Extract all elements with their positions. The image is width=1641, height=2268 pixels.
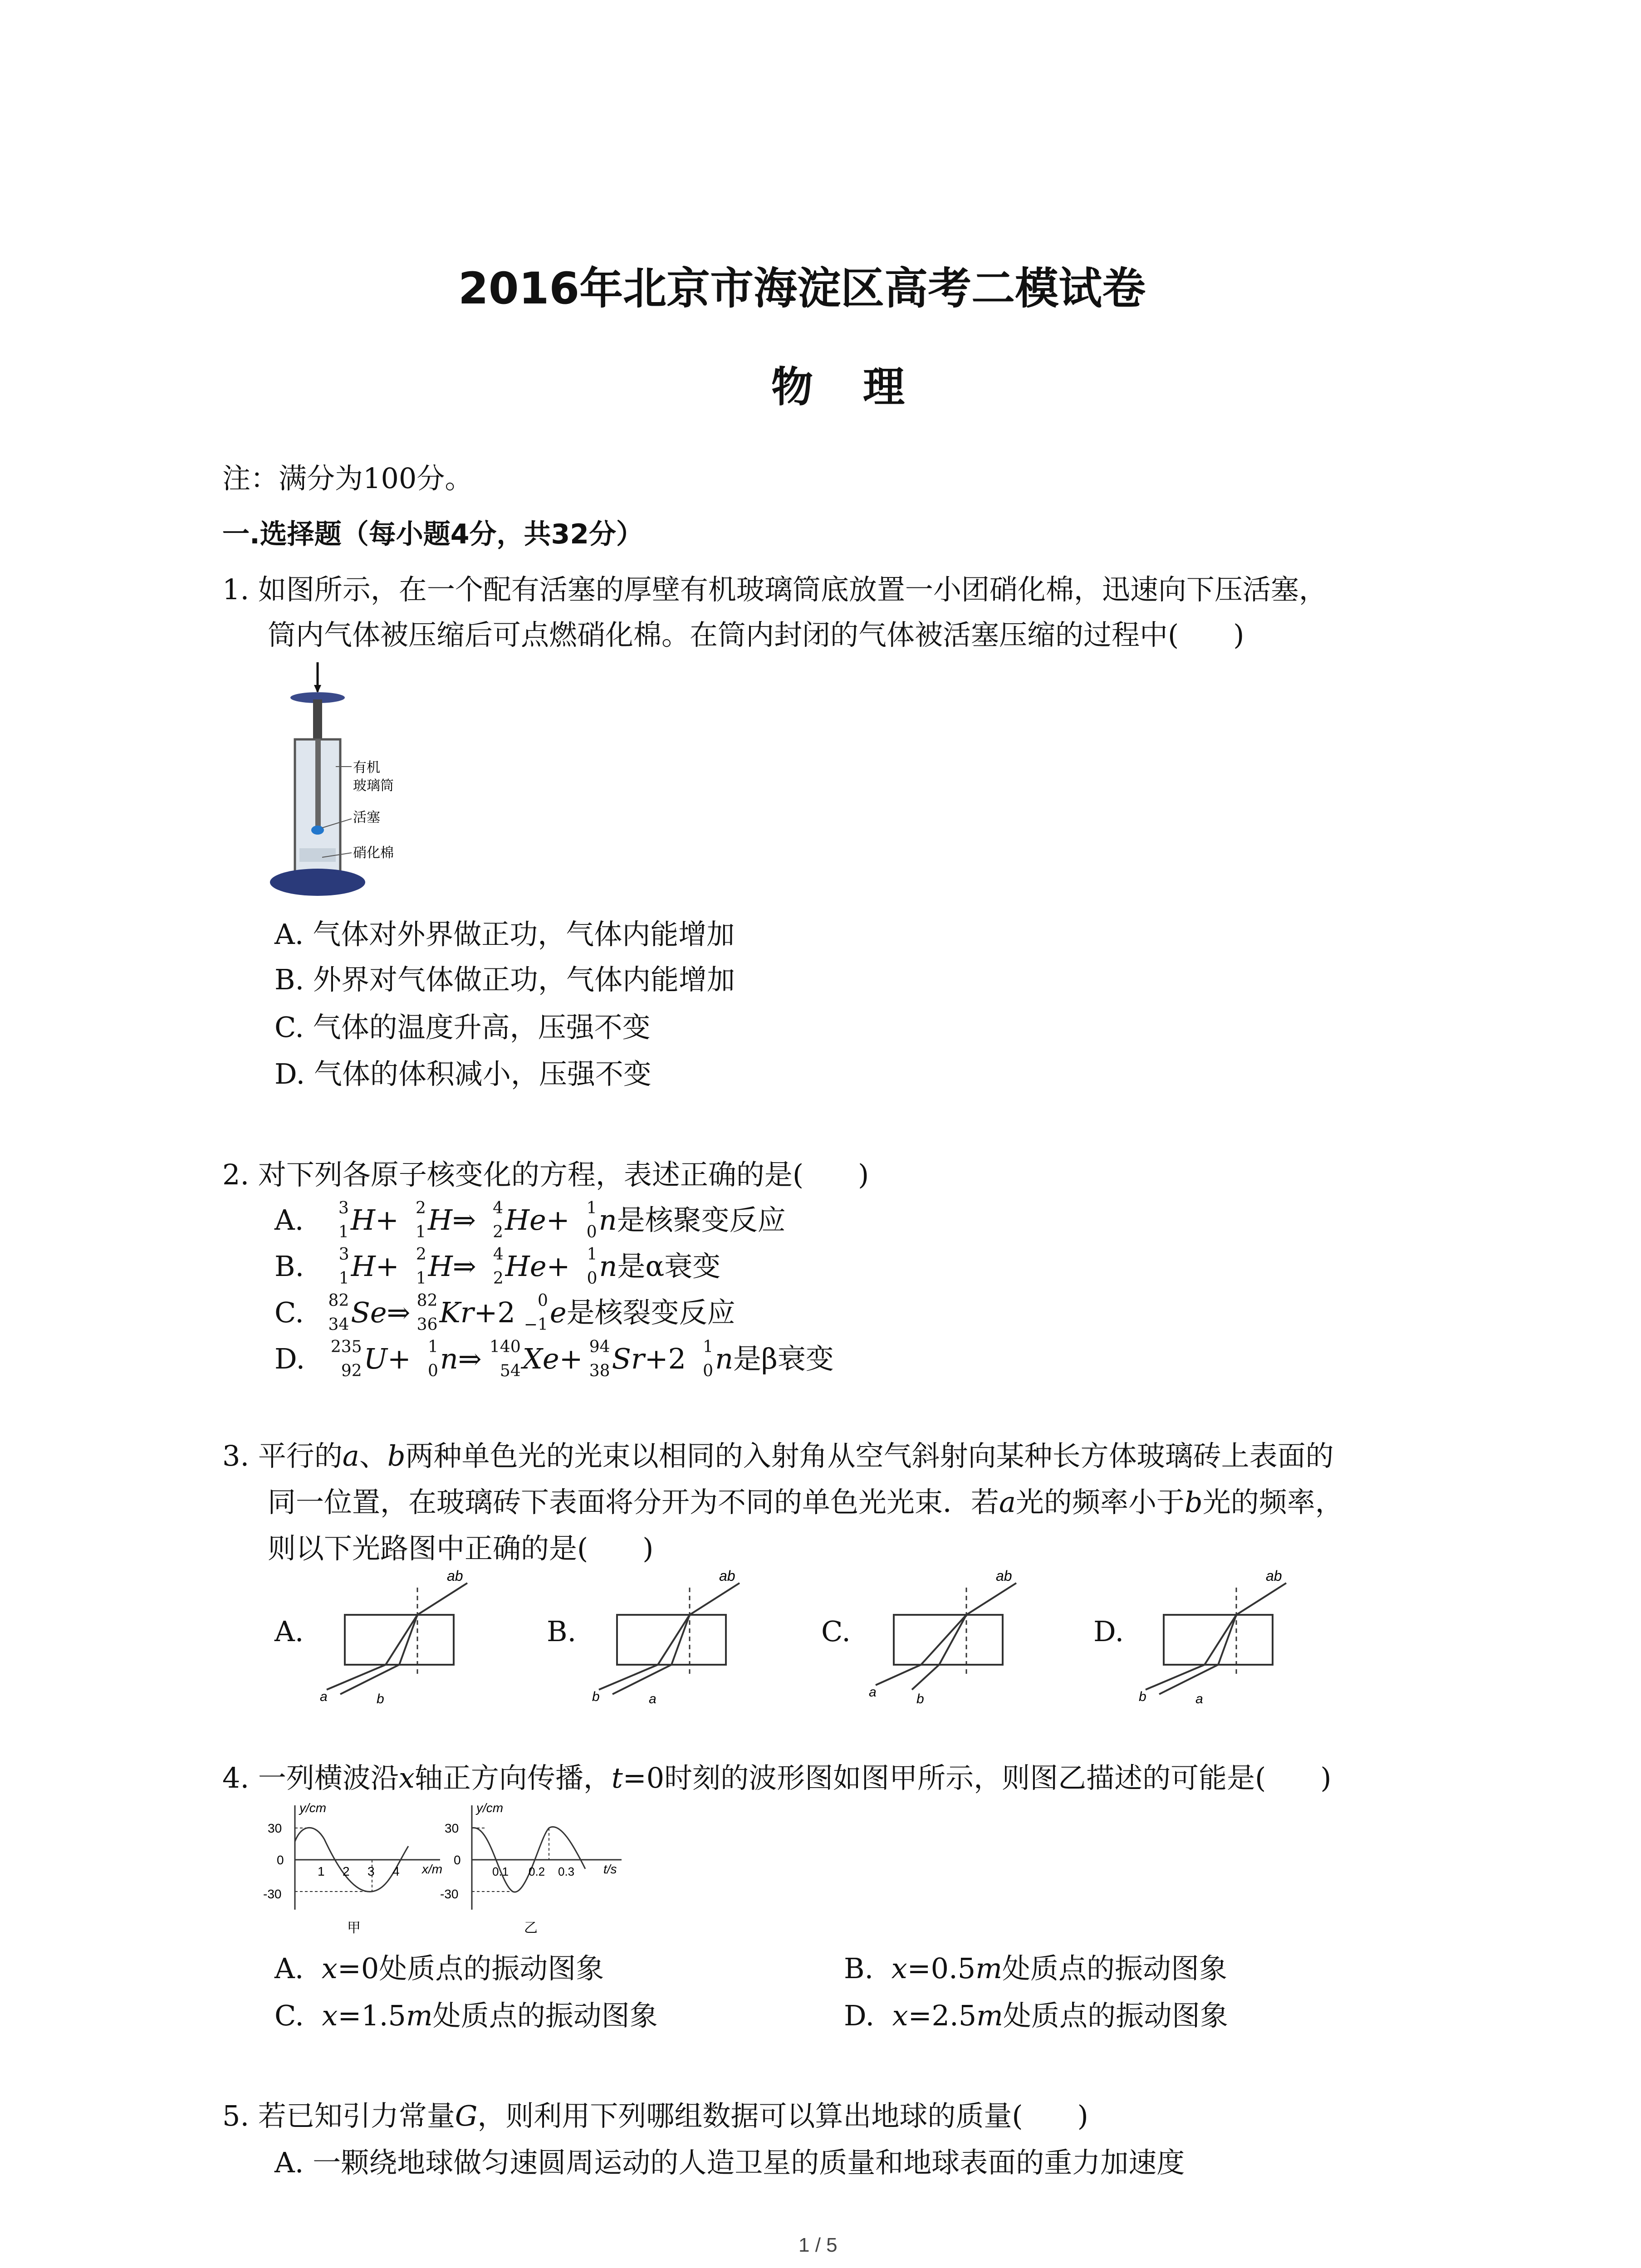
score-note: 注：满分为100分。 xyxy=(222,462,473,495)
svg-text:甲: 甲 xyxy=(347,1921,361,1936)
svg-text:y/cm: y/cm xyxy=(476,1801,504,1815)
q1-option-c[interactable]: C. 气体的温度升高，压强不变 xyxy=(274,1011,651,1044)
q2-stem: 2. 对下列各原子核变化的方程，表述正确的是( ) xyxy=(222,1158,869,1191)
section-heading: 一.选择题（每小题4分，共32分） xyxy=(222,518,644,550)
page-number: 1 / 5 xyxy=(798,2234,838,2256)
label-huosai: 活塞 xyxy=(353,810,380,825)
q4-option-b[interactable]: B. x=0.5m处质点的振动图象 xyxy=(844,1952,1228,1985)
q4-option-c[interactable]: C. x=1.5m处质点的振动图象 xyxy=(274,1999,658,2032)
svg-text:a: a xyxy=(649,1691,656,1706)
svg-text:0: 0 xyxy=(454,1853,461,1867)
q3-option-b[interactable]: B. xyxy=(547,1615,577,1648)
svg-text:1: 1 xyxy=(318,1864,325,1878)
page-title: 2016年北京市海淀区高考二模试卷 xyxy=(458,263,1146,314)
q2-option-a[interactable]: A. 3 1 H+ 2 1 H⇒ 4 2 He+ 1 0 n是核聚变反应 xyxy=(274,1199,786,1242)
label-youji: 有机 xyxy=(353,760,380,775)
svg-text:30: 30 xyxy=(445,1821,459,1835)
svg-text:-30: -30 xyxy=(440,1887,459,1901)
svg-text:ab: ab xyxy=(1266,1569,1282,1584)
q4-option-d[interactable]: D. x=2.5m处质点的振动图象 xyxy=(844,1999,1228,2032)
svg-text:b: b xyxy=(916,1691,924,1706)
q1-stem-line2: 筒内气体被压缩后可点燃硝化棉。在筒内封闭的气体被活塞压缩的过程中( ) xyxy=(268,618,1244,651)
label-boliton: 玻璃筒 xyxy=(353,778,394,793)
svg-text:0.3: 0.3 xyxy=(558,1865,575,1878)
q3-option-c[interactable]: C. xyxy=(821,1615,851,1648)
q3-figure-b xyxy=(590,1569,771,1706)
svg-text:t/s: t/s xyxy=(603,1862,617,1876)
svg-text:ab: ab xyxy=(996,1569,1012,1584)
q1-option-d[interactable]: D. 气体的体积减小，压强不变 xyxy=(274,1057,652,1090)
svg-text:-30: -30 xyxy=(263,1887,282,1901)
svg-text:乙: 乙 xyxy=(524,1921,538,1936)
q3-option-a[interactable]: A. xyxy=(274,1615,304,1648)
svg-text:b: b xyxy=(592,1689,600,1704)
svg-text:a: a xyxy=(869,1685,877,1700)
q1-option-b[interactable]: B. 外界对气体做正功，气体内能增加 xyxy=(274,963,735,996)
q3-figure-c xyxy=(867,1569,1048,1706)
q2-option-c[interactable]: C. 82 34 Se⇒ 82 36 Kr+2 0 −1 e是核裂变反应 xyxy=(274,1291,735,1334)
svg-text:3: 3 xyxy=(367,1864,375,1878)
q4-vibration-figure-yi xyxy=(436,1796,626,1941)
svg-text:4: 4 xyxy=(392,1864,400,1878)
q5-option-a[interactable]: A. 一颗绕地球做匀速圆周运动的人造卫星的质量和地球表面的重力加速度 xyxy=(274,2146,1185,2179)
svg-text:2: 2 xyxy=(343,1864,350,1878)
q3-figure-a xyxy=(318,1569,499,1706)
svg-text:30: 30 xyxy=(268,1821,282,1835)
q4-wave-figure-jia xyxy=(259,1796,449,1941)
svg-text:a: a xyxy=(320,1689,328,1704)
q1-stem-line1: 1. 如图所示，在一个配有活塞的厚壁有机玻璃筒底放置一小团硝化棉，迅速向下压活塞， xyxy=(222,573,1327,606)
q4-option-a[interactable]: A. x=0处质点的振动图象 xyxy=(274,1952,604,1985)
q5-stem: 5. 若已知引力常量G，则利用下列哪组数据可以算出地球的质量( ) xyxy=(222,2099,1088,2132)
svg-text:0: 0 xyxy=(277,1853,284,1867)
q3-stem-line3: 则以下光路图中正确的是( ) xyxy=(268,1532,654,1565)
q3-stem-line2: 同一位置，在玻璃砖下表面将分开为不同的单色光光束．若a光的频率小于b光的频率， xyxy=(268,1486,1343,1519)
q2-option-b[interactable]: B. 3 1 H+ 2 1 H⇒ 4 2 He+ 1 0 n是α衰变 xyxy=(274,1245,721,1288)
q1-apparatus-figure xyxy=(268,658,431,903)
q2-option-d[interactable]: D. 235 92 U+ 1 0 n⇒ 140 54 Xe+ 94 38 Sr+2 1 0 n是β衰变 xyxy=(274,1338,834,1380)
subject-title: 物理 xyxy=(771,363,955,411)
svg-text:0.1: 0.1 xyxy=(492,1865,509,1878)
svg-text:b: b xyxy=(1139,1689,1146,1704)
svg-text:ab: ab xyxy=(447,1569,463,1584)
q1-option-a[interactable]: A. 气体对外界做正功，气体内能增加 xyxy=(274,918,735,951)
q3-option-d[interactable]: D. xyxy=(1093,1615,1124,1648)
svg-text:ab: ab xyxy=(719,1569,735,1584)
label-xiaohuamian: 硝化棉 xyxy=(353,846,394,860)
svg-text:y/cm: y/cm xyxy=(299,1801,327,1815)
svg-text:a: a xyxy=(1195,1691,1203,1706)
q4-stem: 4. 一列横波沿x轴正方向传播，t=0时刻的波形图如图甲所示，则图乙描述的可能是( ) xyxy=(222,1761,1332,1794)
q3-figure-d xyxy=(1136,1569,1318,1706)
svg-text:x/m: x/m xyxy=(422,1862,443,1876)
svg-text:0.2: 0.2 xyxy=(529,1865,545,1878)
svg-text:b: b xyxy=(377,1691,384,1706)
q3-stem-line1: 3. 平行的a、b两种单色光的光束以相同的入射角从空气斜射向某种长方体玻璃砖上表面的 xyxy=(222,1439,1334,1472)
